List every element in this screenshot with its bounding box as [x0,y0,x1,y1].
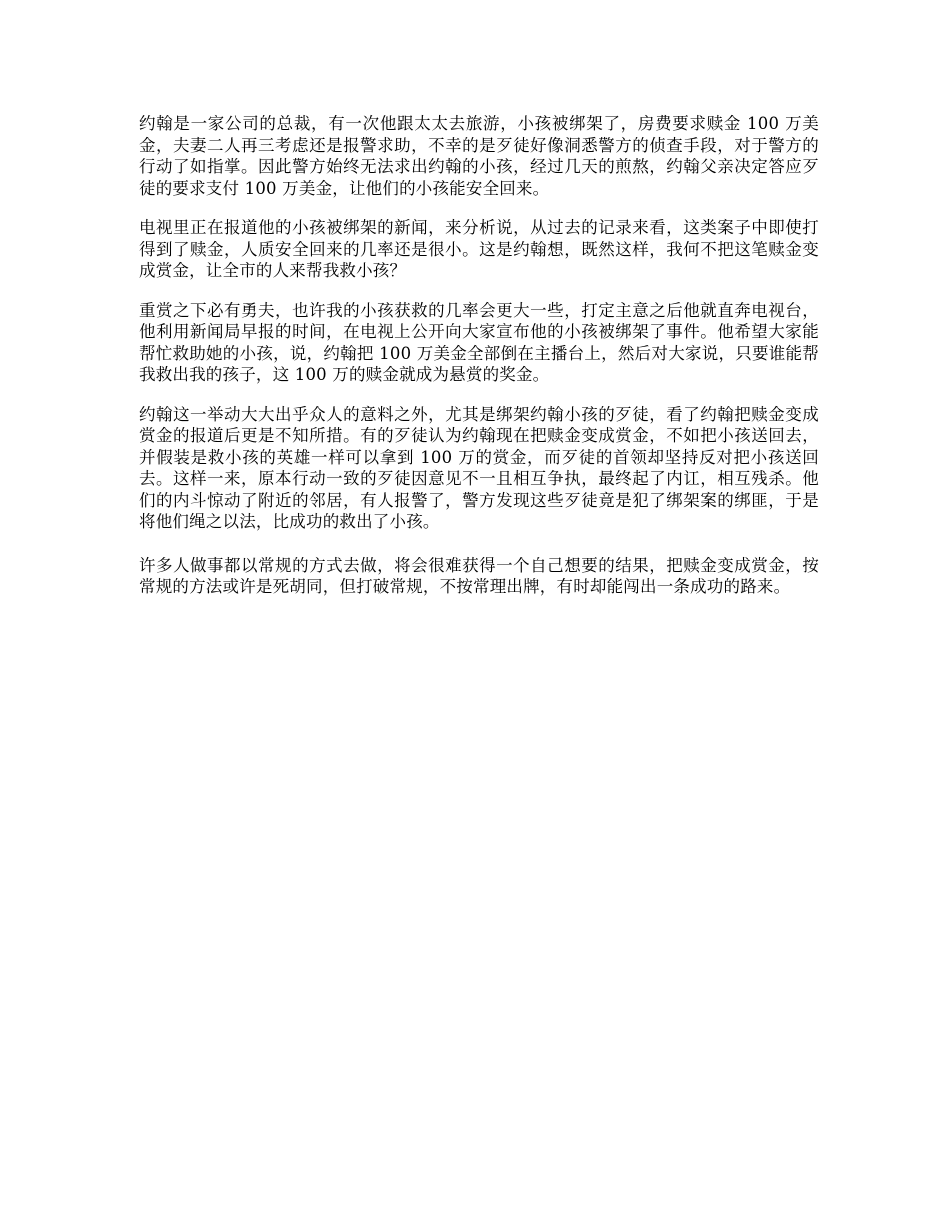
paragraph-kidnapping-story: 约翰是一家公司的总裁，有一次他跟太太去旅游，小孩被绑架了，房费要求赎金 100 万美金，夫妻二人再三考虑还是报警求助，不幸的是歹徒好像洞悉警方的侦查手段，对于警方的行动了如指掌。因此警方始终无法求出约翰的小孩，经过几天的煎熬，约翰父亲决定答应歹徒的要求支付 100 万美金，让他们的小孩能安全回来。 [139,114,819,198]
paragraph-moral-conclusion: 许多人做事都以常规的方式去做，将会很难获得一个自己想要的结果，把赎金变成赏金，按常规的方法或许是死胡同，但打破常规，不按常理出牌，有时却能闯出一条成功的路来。 [139,555,819,596]
paragraph-kidnappers-conflict: 约翰这一举动大大出乎众人的意料之外，尤其是绑架约翰小孩的歹徒，看了约翰把赎金变成赏金的报道后更是不知所措。有的歹徒认为约翰现在把赎金变成赏金，不如把小孩送回去，并假装是救小孩的英雄一样可以拿到 100 万的赏金，而歹徒的首领却坚持反对把小孩送回去。这样一来，原本行动一致的歹徒因意见不一且相互争执，最终起了内讧，相互残杀。他们的内斗惊动了附近的邻居，有人报警了，警方发现这些歹徒竟是犯了绑架案的绑匪，于是将他们绳之以法，比成功的救出了小孩。 [139,404,819,531]
paragraph-tv-news: 电视里正在报道他的小孩被绑架的新闻，来分析说，从过去的记录来看，这类案子中即使打得到了赎金，人质安全回来的几率还是很小。这是约翰想，既然这样，我何不把这笔赎金变成赏金，让全市的人来帮我救小孩？ [139,218,819,280]
paragraph-bounty-announcement: 重赏之下必有勇夫，也许我的小孩获救的几率会更大一些，打定主意之后他就直奔电视台，他利用新闻局早报的时间，在电视上公开向大家宣布他的小孩被绑架了事件。他希望大家能帮忙救助她的小孩，说，约翰把 100 万美金全部倒在主播台上，然后对大家说，只要谁能帮我救出我的孩子，这 100 万的赎金就成为悬赏的奖金。 [139,300,819,384]
document-body [139,113,819,616]
